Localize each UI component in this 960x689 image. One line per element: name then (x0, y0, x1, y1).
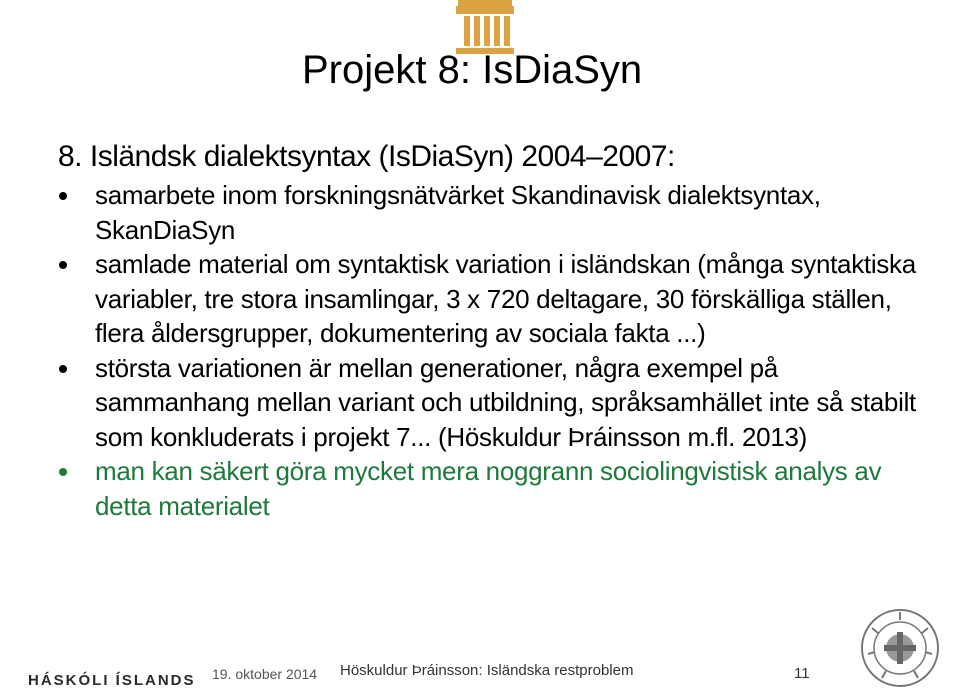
bullet-item (58, 178, 938, 247)
bullet-item-highlight (58, 454, 938, 523)
bullet-list (58, 178, 938, 523)
bullet-text: samarbete inom forskningsnätvärket Skandinavisk dialektsyntax, SkanDiaSyn (95, 180, 821, 245)
footer (0, 650, 960, 689)
bullet-item (58, 247, 938, 351)
bullet-icon (59, 261, 67, 269)
footer-date: 19. oktober 2014 (212, 666, 318, 682)
bullet-text: man kan säkert göra mycket mera noggrann sociolingvistisk analys av detta materialet (95, 456, 882, 521)
slide-content (58, 140, 938, 523)
bullet-text: samlade material om syntaktisk variation i isländskan (många syntaktiska variabler, tre stora insamlingar, 3 x 720 deltagare, 30 förskälliga ställen, flera åldersgrupper, dokumentering av sociala fakta ...) (95, 249, 916, 348)
university-seal-icon (860, 608, 940, 688)
bullet-icon (59, 468, 67, 476)
bullet-icon (59, 365, 67, 373)
bullet-text: största variationen är mellan generationer, några exempel på sammanhang mellan variant och utbildning, språksamhället inte så stabilt som konkluderats i projekt 7... (Höskuldur Þráinsson m.fl. 2013) (95, 352, 916, 452)
bullet-item (58, 351, 938, 455)
bullet-icon (59, 192, 67, 200)
footer-brand: HÁSKÓLI ÍSLANDS (28, 672, 196, 689)
section-heading: 8. Isländsk dialektsyntax (IsDiaSyn) 2004–2007: (58, 140, 675, 173)
footer-author: Höskuldur Þráinsson: Isländska restproblem (340, 662, 634, 679)
slide-title: Projekt 8: IsDiaSyn (302, 48, 643, 92)
page-number: 11 (794, 665, 810, 682)
